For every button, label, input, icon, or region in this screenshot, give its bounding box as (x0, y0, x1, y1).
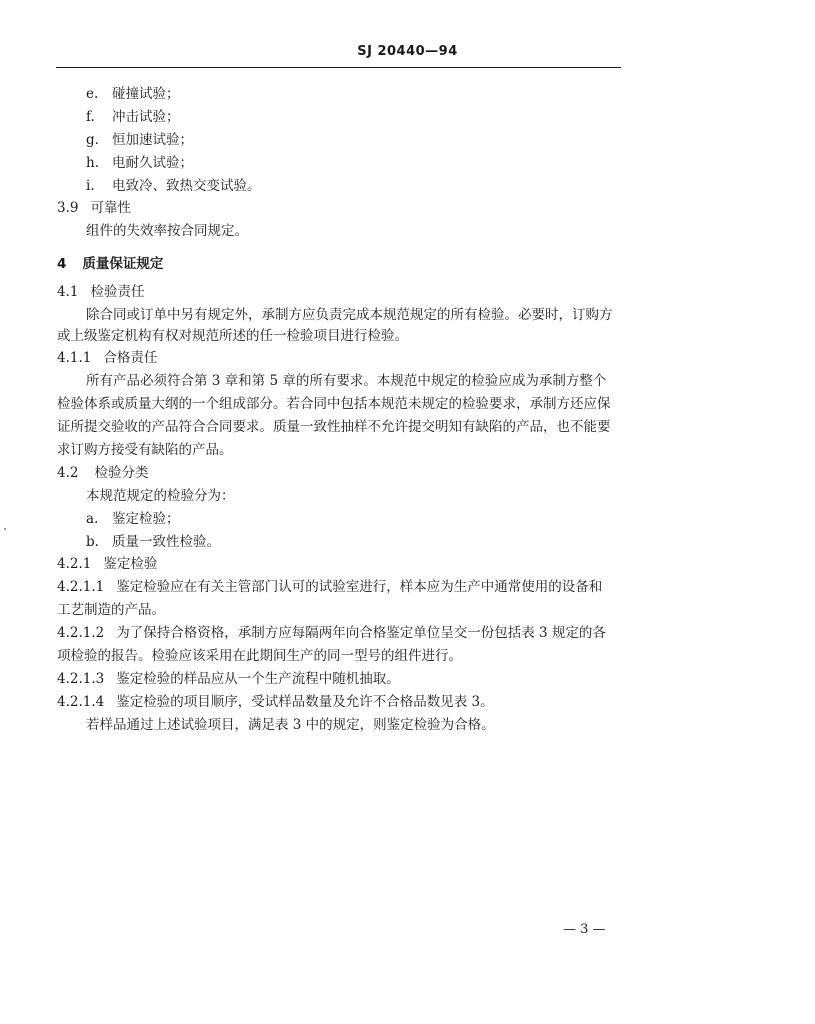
section-title: 可靠性 (90, 200, 131, 216)
standard-code: SJ 20440—94 (357, 44, 458, 59)
list-marker: e. (86, 86, 99, 102)
section-number: 3.9 (57, 200, 79, 216)
section-title: 检验分类 (94, 465, 149, 481)
section-title: 鉴定检验 (103, 556, 158, 572)
clause-text: 为了保持合格资格，承制方应每隔两年向合格鉴定单位呈交一份包括表 3 规定的各 (116, 625, 606, 641)
section-heading (57, 554, 157, 574)
page-number: — 3 — (563, 922, 606, 937)
paragraph-line: 项检验的报告。检验应该采用在此期间生产的同一型号的组件进行。 (57, 648, 462, 664)
clause-number: 4.2.1.3 (57, 671, 105, 687)
paragraph-line: 本规范规定的检验分为： (86, 488, 235, 504)
section-heading (57, 463, 148, 483)
clause-first-line (57, 692, 494, 712)
paragraph-line: 所有产品必须符合第 3 章和第 5 章的所有要求。本规范中规定的检验应成为承制方整个 (86, 373, 607, 389)
clause-first-line (57, 623, 606, 643)
list-marker: f. (86, 109, 95, 125)
clause-number: 4.2.1.4 (57, 694, 105, 710)
section-title: 检验责任 (90, 284, 145, 300)
list-marker: g. (86, 132, 99, 148)
section-number: 4.1.1 (57, 350, 92, 366)
list-text: 电耐久试验； (112, 155, 193, 171)
list-item (86, 153, 193, 173)
section-heading (57, 282, 144, 302)
paragraph-line: 若样品通过上述试验项目，满足表 3 中的规定，则鉴定检验为合格。 (86, 717, 495, 733)
paragraph-line: 组件的失效率按合同规定。 (86, 223, 248, 239)
list-item (86, 532, 220, 552)
paragraph-line: 检验体系或质量大纲的一个组成部分。若合同中包括本规范未规定的检验要求，承制方还应保 (57, 396, 611, 412)
chapter-heading (57, 254, 163, 274)
list-marker: a. (86, 511, 99, 527)
list-text: 碰撞试验； (112, 86, 180, 102)
clause-number: 4.2.1.2 (57, 625, 105, 641)
section-number: 4.2 (57, 465, 79, 481)
list-text: 鉴定检验； (112, 511, 180, 527)
chapter-number: 4 (57, 256, 67, 272)
section-heading (57, 198, 131, 218)
list-item (86, 509, 180, 529)
clause-text: 鉴定检验应在有关主管部门认可的试验室进行，样本应为生产中通常使用的设备和 (116, 579, 603, 595)
section-title: 合格责任 (103, 350, 158, 366)
paragraph-line: 工艺制造的产品。 (57, 602, 165, 618)
chapter-title: 质量保证规定 (82, 256, 164, 272)
list-marker: b. (86, 534, 99, 550)
paragraph-line: 证所提交验收的产品符合合同要求。质量一致性抽样不允许提交明知有缺陷的产品，也不能要 (57, 419, 611, 435)
clause-number: 4.2.1.1 (57, 579, 105, 595)
list-marker: h. (86, 155, 99, 171)
clause-first-line (57, 577, 602, 597)
list-item (86, 130, 193, 150)
list-text: 冲击试验； (112, 109, 180, 125)
section-heading (57, 348, 157, 368)
clause-text: 鉴定检验的项目顺序，受试样品数量及允许不合格品数见表 3。 (116, 694, 494, 710)
list-text: 电致冷、致热交变试验。 (112, 178, 261, 194)
list-item (86, 176, 261, 196)
scan-speck (4, 528, 6, 530)
list-marker: i. (86, 178, 95, 194)
paragraph-line: 求订购方接受有缺陷的产品。 (57, 442, 233, 458)
list-item (86, 107, 180, 127)
list-text: 恒加速试验； (112, 132, 193, 148)
section-number: 4.2.1 (57, 556, 92, 572)
section-number: 4.1 (57, 284, 79, 300)
clause-first-line (57, 669, 400, 689)
clause-text: 鉴定检验的样品应从一个生产流程中随机抽取。 (116, 671, 400, 687)
list-text: 质量一致性检验。 (112, 534, 220, 550)
list-item (86, 84, 180, 104)
paragraph-line: 或上级鉴定机构有权对规范所述的任一检验项目进行检验。 (57, 328, 408, 344)
header-rule (56, 67, 621, 68)
paragraph-line: 除合同或订单中另有规定外，承制方应负责完成本规范规定的所有检验。必要时，订购方 (86, 307, 613, 323)
